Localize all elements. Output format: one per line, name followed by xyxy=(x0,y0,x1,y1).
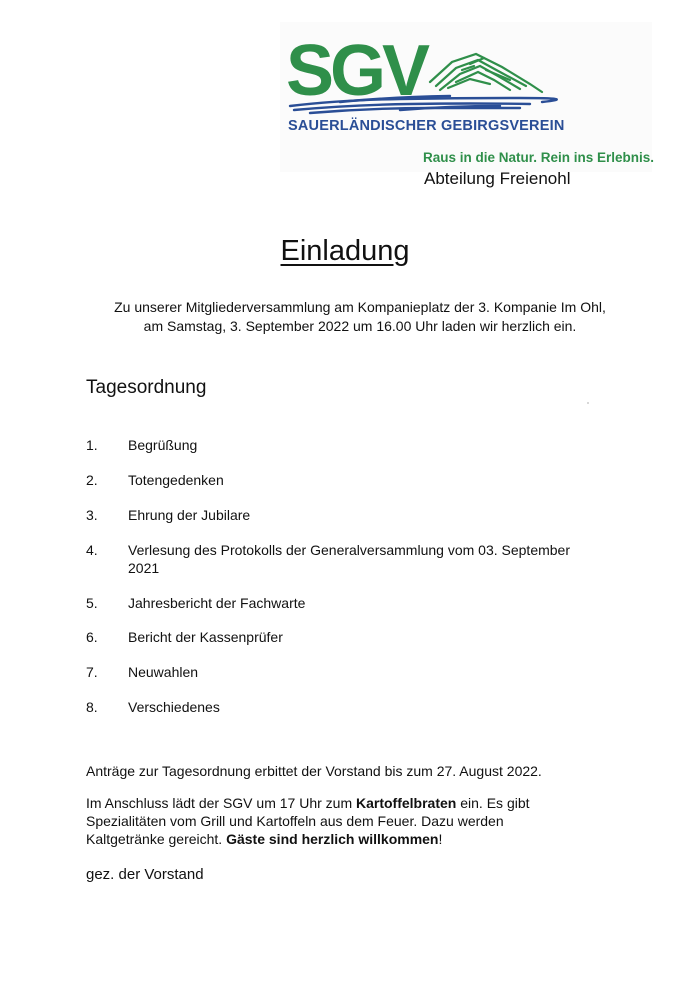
motions-note: Anträge zur Tagesordnung erbittet der Vorstand bis zum 27. August 2022. xyxy=(86,763,542,779)
item-number: 4. xyxy=(86,542,98,558)
followup-bold-2: Gäste sind herzlich willkommen xyxy=(226,831,439,847)
followup-note xyxy=(86,794,546,848)
mountain-icon xyxy=(430,54,542,92)
intro-text xyxy=(0,298,700,336)
followup-text-3: ! xyxy=(438,831,443,847)
item-number: 8. xyxy=(86,699,98,715)
speck xyxy=(587,402,589,404)
item-number: 6. xyxy=(86,629,98,645)
slogan: Raus in die Natur. Rein ins Erlebnis. xyxy=(423,150,655,165)
item-text: Bericht der Kassenprüfer xyxy=(128,629,283,645)
item-text: Verlesung des Protokolls der Generalversammlung vom 03. September 2021 xyxy=(128,542,570,576)
intro-line-1: Zu unserer Mitgliederversammlung am Kompanieplatz der 3. Kompanie Im Ohl, xyxy=(114,299,606,315)
followup-text-1: Im Anschluss lädt der SGV um 17 Uhr zum xyxy=(86,795,356,811)
followup-bold-1: Kartoffelbraten xyxy=(356,795,457,811)
item-number: 7. xyxy=(86,664,98,680)
page-title: Einladung xyxy=(280,235,410,267)
org-name: SAUERLÄNDISCHER GEBIRGSVEREIN xyxy=(288,118,565,134)
item-number: 5. xyxy=(86,595,98,611)
item-text: Jahresbericht der Fachwarte xyxy=(128,595,306,611)
item-number: 1. xyxy=(86,437,98,453)
signature: gez. der Vorstand xyxy=(86,866,204,883)
item-text: Begrüßung xyxy=(128,437,198,453)
sgv-logo xyxy=(280,22,655,172)
item-text: Neuwahlen xyxy=(128,664,199,680)
division-name: Abteilung Freienohl xyxy=(424,169,571,188)
item-number: 3. xyxy=(86,507,98,523)
item-text: Ehrung der Jubilare xyxy=(128,507,251,523)
logo-letters: SGV xyxy=(286,31,427,111)
item-text: Totengedenken xyxy=(128,472,224,488)
item-text: Verschiedenes xyxy=(128,699,220,715)
agenda-heading: Tagesordnung xyxy=(86,377,207,398)
followup-text-2: ein. Es gibt Spezialitäten vom Grill und Kartoffeln aus dem Feuer. Dazu werden Kaltgetränke gereicht. xyxy=(86,795,530,847)
item-number: 2. xyxy=(86,472,98,488)
intro-line-2: am Samstag, 3. September 2022 um 16.00 Uhr laden wir herzlich ein. xyxy=(143,318,577,334)
